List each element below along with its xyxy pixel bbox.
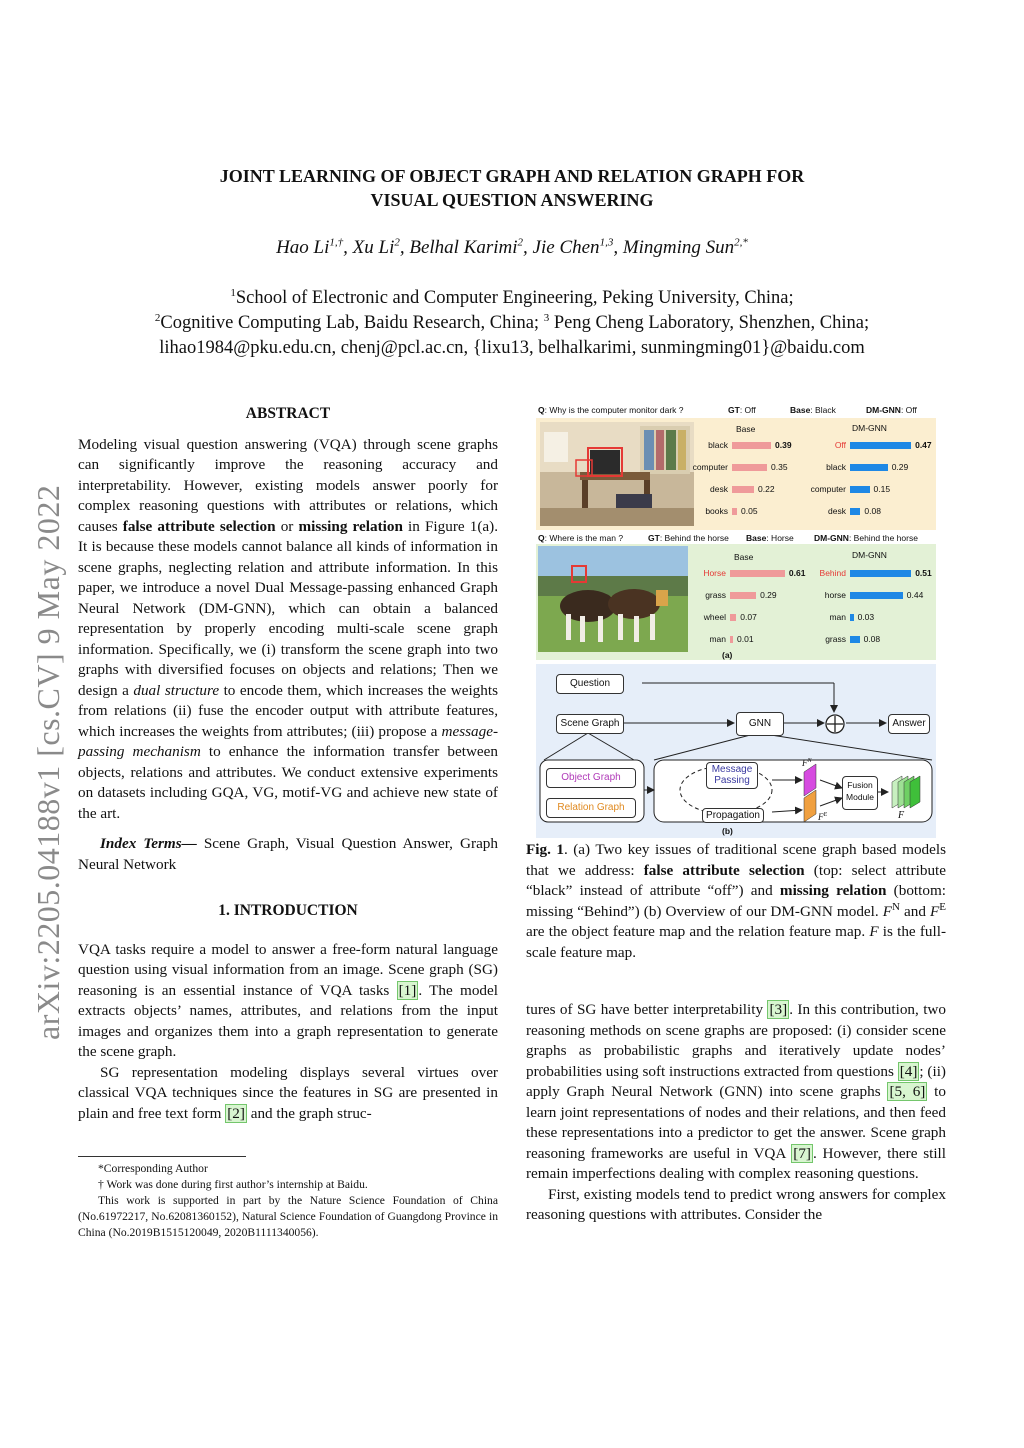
top-base-bar-label: books — [705, 506, 728, 516]
bottom-dm-title: DM-GNN — [852, 550, 887, 560]
affiliation-line1: $^1$School of Electronic and Computer Engineering, Peking University, China; — [230, 286, 794, 308]
top-dm-bar-value: 0.15 — [873, 484, 891, 494]
affiliation-emails: lihao1984@pku.edu.cn, chenj@pcl.ac.cn, {lixu13, belhalkarimi, sunmingming01}@baidu.com — [159, 338, 865, 358]
bottom-dm-bar-label: Behind — [819, 568, 846, 578]
top-dm-bar — [850, 464, 888, 471]
fig-top-panel — [536, 418, 936, 530]
question-node: Question — [556, 674, 624, 694]
bottom-base-bar-value: 0.07 — [740, 612, 757, 622]
bottom-dm-bar-label: grass — [825, 634, 846, 644]
arxiv-stamp: arXiv:2205.04188v1 [cs.CV] 9 May 2022 — [30, 484, 66, 1040]
bottom-dm-bar — [850, 614, 854, 621]
subfigure-b-label: (b) — [722, 826, 733, 836]
fig-bottom-question-row: Q: Where is the man ? GT: Behind the horse Base: Horse DM-GNN: Behind the horse — [538, 533, 918, 543]
top-base-bar-label: black — [708, 440, 728, 450]
intro-paragraph-1: VQA tasks require a model to answer a free-form natural language question using visual information from an image. Scene graph (SG) reasoning is an essential instance of VQA tasks [1] . The model extracts objects’ names, attributes, and relations from the input images and organizes them into a graph representation to generate the scene graph. — [78, 940, 498, 1060]
bottom-dm-bar — [850, 636, 860, 643]
fig-bottom-panel — [536, 544, 936, 660]
bottom-base-bar-label: Horse — [703, 568, 726, 578]
bottom-base-bar-value: 0.29 — [760, 590, 777, 600]
object-graph-node: Object Graph — [546, 768, 636, 788]
citation-link[interactable]: [1] — [398, 981, 417, 999]
top-dm-bar-label: black — [826, 462, 846, 472]
top-dm-bar — [850, 486, 870, 493]
scene-graph-node: Scene Graph — [556, 714, 624, 734]
footnote-rule — [78, 1156, 246, 1157]
top-dm-title: DM-GNN — [852, 423, 887, 433]
gnn-node: GNN — [736, 712, 784, 736]
figure-1 — [536, 402, 936, 838]
paper-title-line1: JOINT LEARNING OF OBJECT GRAPH AND RELATION GRAPH FOR — [219, 166, 805, 186]
bottom-base-bar-value: 0.01 — [737, 634, 754, 644]
top-base-bar-label: desk — [710, 484, 728, 494]
abstract-text: Modeling visual question answering (VQA) through scene graphs can significantly improve the reasoning accuracy and interpretability. However, existing models answer poorly for complex reasoning questions with attributes or relations, which causes false attribute selection or missing relation in Figure 1(a). It is because these models cannot balance all kinds of information in scene graphs, neglecting relation and attribute information. In this paper, we introduce a novel Dual Message-passing enhanced Graph Neural Network (DM-GNN), which can obtain a balanced representation by properly encoding multi-scale scene graph information. Specifically, we (i) transform the scene graph into two graphs with diversified focuses on objects and relations; Then we design a dual structure to encode them, which increases the weights from relations (ii) fuse the encoder output with attribute features, which increases the weights from attributes; (iii) propose a message-passing mechanism to enhance the information transfer between objects, relations and attributes. We conduct extensive experiments on datasets including GQA, VG, motif-VG and achieve new state of the art. — [78, 435, 498, 822]
bottom-dm-bar-value: 0.03 — [857, 612, 875, 622]
top-base-bar-value: 0.05 — [741, 506, 758, 516]
figure-caption: Fig. 1. (a) Two key issues of traditional scene graph based models that we address: false attribute selection (top: select attribute “black” instead of attribute “off”) and missing relation (bottom: missing “Behind”) (b) Overview of our DM-GNN model. $F^N$ and $F^E$ are the object feature map and the relation feature map. F is the full-scale feature map. — [526, 841, 946, 961]
message-passing-node: Message Passing — [706, 762, 758, 789]
concat-plus-icon — [824, 713, 846, 735]
fn-label: $F^N$ — [802, 758, 812, 768]
left-column — [78, 404, 498, 1124]
fusion-module-node: Fusion Module — [842, 776, 878, 810]
footnotes — [78, 1161, 498, 1241]
footnote-internship: † Work was done during first author’s internship at Baidu. — [98, 1178, 368, 1191]
bottom-base-bar-value: 0.61 — [788, 568, 806, 578]
top-base-bar-value: 0.35 — [771, 462, 788, 472]
citation-link[interactable]: [5, 6] — [889, 1083, 926, 1100]
fig-diagram-panel — [536, 664, 936, 838]
bottom-base-bar — [730, 636, 733, 643]
bottom-dm-bar-label: horse — [824, 590, 846, 600]
top-base-title: Base — [736, 424, 756, 434]
footnote-corresponding: *Corresponding Author — [98, 1162, 208, 1175]
top-dm-bar-label: Off — [834, 440, 846, 450]
right-column — [526, 1000, 946, 1226]
top-dm-bar-value: 0.29 — [891, 462, 909, 472]
propagation-node: Propagation — [702, 808, 764, 823]
top-dm-bar — [850, 508, 860, 515]
bottom-dm-bar — [850, 592, 903, 599]
intro-paragraph-2: SG representation modeling displays several virtues over classical VQA techniques since the features in SG are presented in plain and free text form [2] and the graph struc- — [78, 1063, 498, 1122]
bottom-base-bar — [730, 570, 785, 577]
author-name: Mingming Sun — [622, 237, 735, 258]
footnote-funding: This work is supported in part by the Nature Science Foundation of China (No.61972217, No.62081360152), Natural Science Foundation of Guangdong Province in China (No.2019B1515120049, 2020B1111340056). — [78, 1194, 498, 1239]
answer-node: Answer — [888, 714, 930, 734]
affiliation-line2: $^2$Cognitive Computing Lab, Baidu Research, China; $^3$ Peng Cheng Laboratory, Shenzhen, China; — [154, 311, 870, 333]
top-base-bar — [732, 464, 767, 471]
citation-link[interactable]: [4] — [899, 1062, 918, 1080]
f-label: F — [898, 810, 905, 821]
top-dm-bar-value: 0.47 — [915, 440, 932, 450]
top-base-bar-value: 0.39 — [775, 440, 792, 450]
right-paragraph-1: tures of SG have better interpretability [3] . In this contribution, two reasoning methods on scene graphs are proposed: (i) consider scene graphs as probabilistic graphs and iteratively update nodes’ probabilities using soft instructions extracted from questions [4] ; (ii) apply Graph Neural Network (GNN) into scene graphs [5, 6] to learn joint representations of nodes and their relations, and then feed these representations into a predictor to get the answer. Scene graph reasoning frameworks are useful in VQA [7] . However, there still remain imperfections dealing with complex reasoning questions. — [526, 1001, 946, 1182]
bottom-dm-bar-value: 0.51 — [915, 568, 932, 578]
right-paragraph-2: First, existing models tend to predict wrong answers for complex reasoning questions with attributes. Consider the — [526, 1185, 946, 1223]
top-base-bar — [732, 442, 771, 449]
top-dm-bar-label: computer — [810, 484, 846, 494]
top-base-bar — [732, 486, 754, 493]
abstract-heading: ABSTRACT — [245, 405, 331, 422]
bottom-dm-bar — [850, 570, 911, 577]
bottom-dm-bar-value: 0.08 — [863, 634, 881, 644]
author-name: Belhal Karimi — [409, 237, 518, 258]
index-terms: Index Terms— Scene Graph, Visual Question Answer, Graph Neural Network — [78, 835, 498, 873]
bottom-base-bar-label: wheel — [703, 612, 726, 622]
bottom-dm-bar-label: man — [829, 612, 846, 622]
author-name: Xu Li — [352, 237, 395, 258]
relation-graph-node: Relation Graph — [546, 798, 636, 818]
subfigure-a-label: (a) — [722, 650, 733, 660]
top-base-bar-label: computer — [692, 462, 728, 472]
paper-title-line2: VISUAL QUESTION ANSWERING — [370, 190, 654, 210]
bottom-base-bar — [730, 614, 736, 621]
top-dm-bar-label: desk — [828, 506, 846, 516]
citation-link[interactable]: [3] — [769, 1001, 788, 1018]
fe-label: $F^E$ — [818, 812, 828, 822]
author-name: Hao Li — [276, 237, 330, 258]
top-base-bar-value: 0.22 — [758, 484, 775, 494]
intro-heading: 1. INTRODUCTION — [218, 902, 358, 919]
top-dm-bar — [850, 442, 911, 449]
citation-link[interactable]: [2] — [227, 1104, 245, 1122]
bottom-base-bar — [730, 592, 756, 599]
author-name: Jie Chen — [532, 237, 600, 258]
citation-link[interactable]: [7] — [793, 1144, 811, 1162]
bottom-dm-bar-value: 0.44 — [906, 590, 924, 600]
author-list: Hao $Li^{1,\dagger}$, Xu Li$^2$, Belhal Karimi$^2$, Jie Chen$^{1,3}$, Mingming Sun$^{2,*}$ — [276, 236, 748, 258]
bottom-base-title: Base — [734, 552, 754, 562]
bottom-base-bar-label: grass — [705, 590, 726, 600]
fig-top-question-row: Q: Why is the computer monitor dark ? GT: Off Base: Black DM-GNN: Off — [538, 405, 917, 415]
top-dm-bar-value: 0.08 — [864, 506, 881, 516]
top-base-bar — [732, 508, 737, 515]
bottom-base-bar-label: man — [709, 634, 726, 644]
